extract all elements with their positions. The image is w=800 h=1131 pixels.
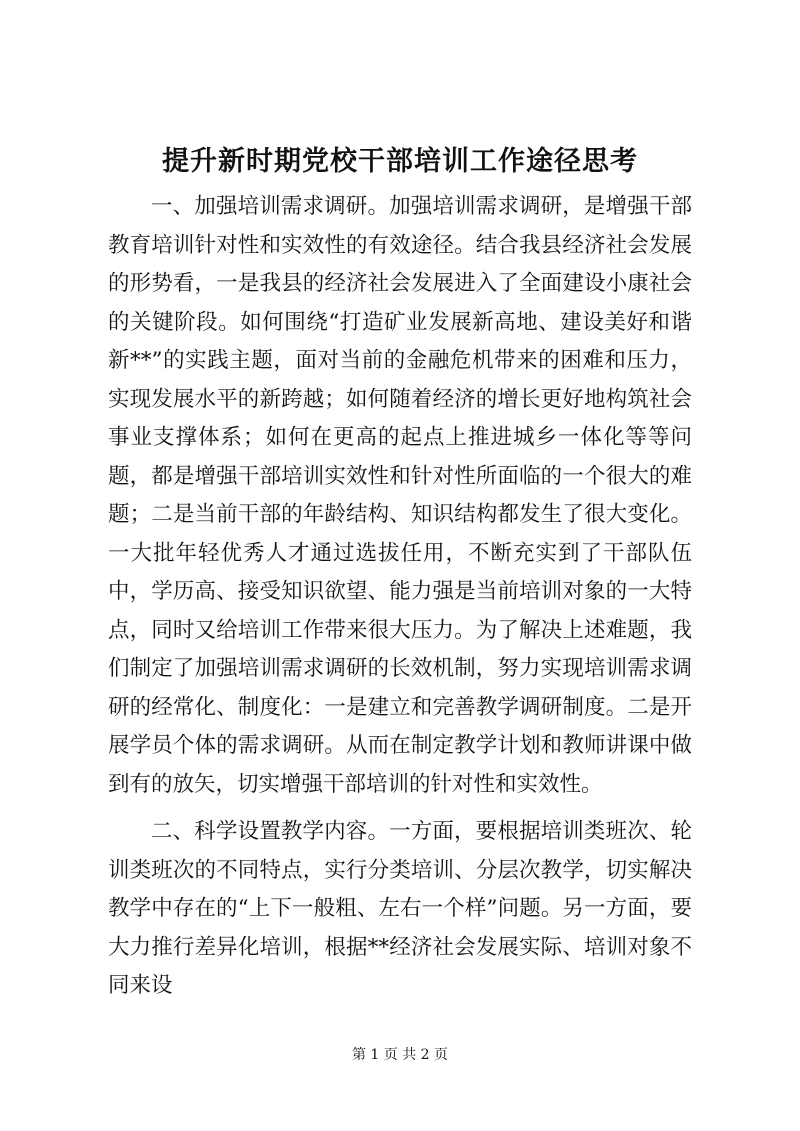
document-body xyxy=(108,188,692,1006)
page-footer: 第 1 页 共 2 页 xyxy=(351,1047,449,1063)
paragraph-2: 二、科学设置教学内容。一方面，要根据培训类班次、轮训类班次的不同特点，实行分类培训、分层次教学，切实解决教学中存在的“上下一般粗、左右一个样”问题。另一方面，要大力推行差异化培训，根据**经济社会发展实际、培训对象不同来设 xyxy=(108,819,692,998)
paragraph-1: 一、加强培训需求调研。加强培训需求调研，是增强干部教育培训针对性和实效性的有效途径。结合我县经济社会发展的形势看，一是我县的经济社会发展进入了全面建设小康社会的关键阶段。如何围绕“打造矿业发展新高地、建设美好和谐新**”的实践主题，面对当前的金融危机带来的困难和压力，实现发展水平的新跨越；如何随着经济的增长更好地构筑社会事业支撑体系；如何在更高的起点上推进城乡一体化等等问题，都是增强干部培训实效性和针对性所面临的一个很大的难题；二是当前干部的年龄结构、知识结构都发生了很大变化。一大批年轻优秀人才通过选拔任用，不断充实到了干部队伍中，学历高、接受知识欲望、能力强是当前培训对象的一大特点，同时又给培训工作带来很大压力。为了解决上述难题，我们制定了加强培训需求调研的长效机制，努力实现培训需求调研的经常化、制度化：一是建立和完善教学调研制度。二是开展学员个体的需求调研。从而在制定教学计划和教师讲课中做到有的放矢，切实增强干部培训的针对性和实效性。 xyxy=(108,194,692,797)
document-title: 提升新时期党校干部培训工作途径思考 xyxy=(162,146,638,177)
